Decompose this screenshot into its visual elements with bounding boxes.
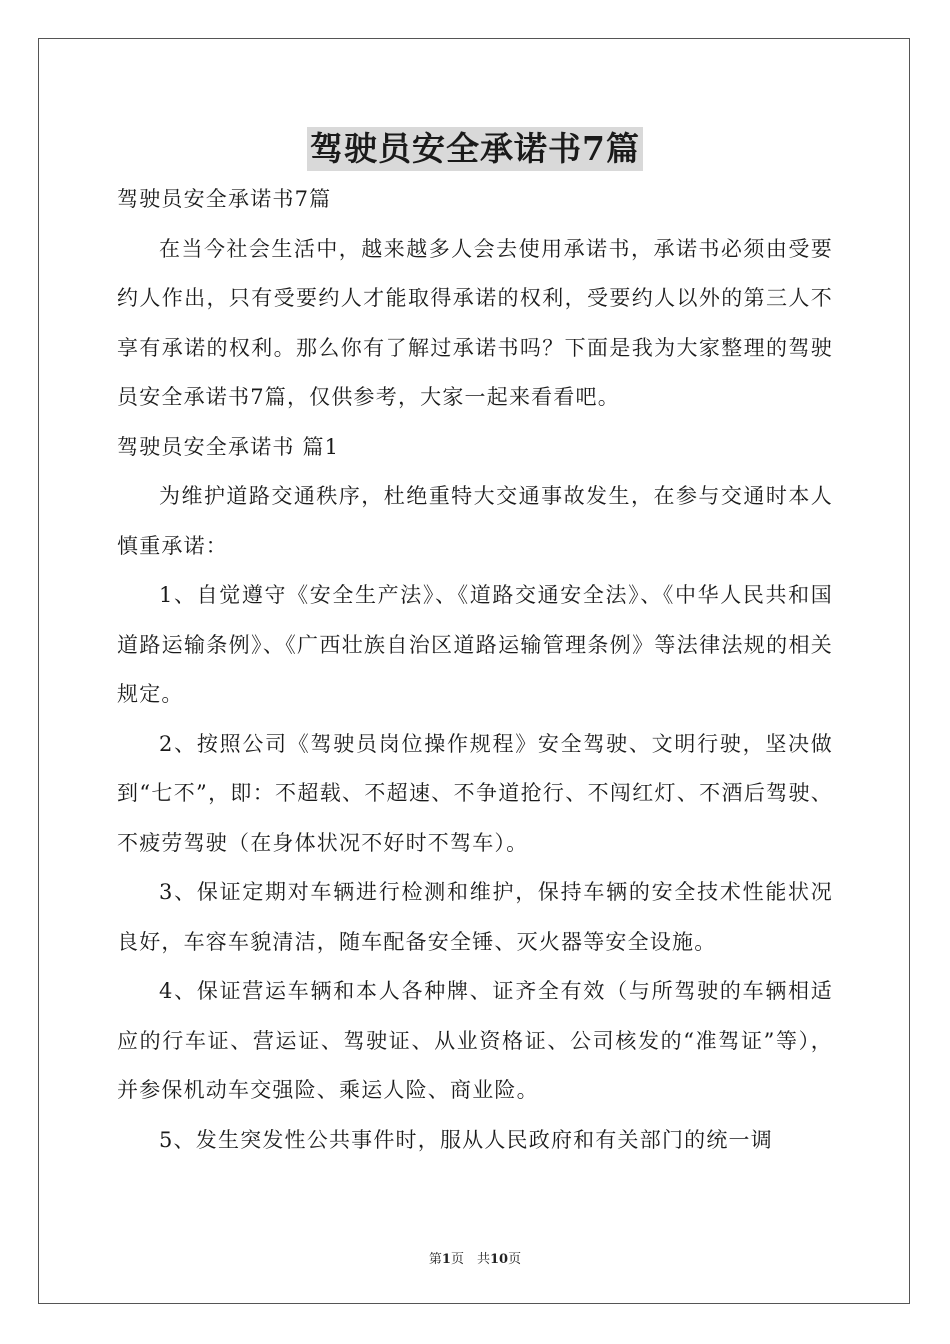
footer-suffix: 页 xyxy=(508,1252,522,1267)
paragraph-item-3: 3、保证定期对车辆进行检测和维护，保持车辆的安全技术性能状况良好，车容车貌清洁，随车配备安全锤、灭火器等安全设施。 xyxy=(117,880,833,954)
footer-mid: 页 共 xyxy=(450,1252,490,1267)
paragraph-item-2: 2、按照公司《驾驶员岗位操作规程》安全驾驶、文明行驶，坚决做到“七不”，即：不超载、不超速、不争道抢行、不闯红灯、不酒后驾驶、不疲劳驾驶（在身体状况不好时不驾车）。 xyxy=(117,731,833,855)
paragraph-item-5: 5、发生突发性公共事件时，服从人民政府和有关部门的统一调 xyxy=(159,1127,773,1152)
section-heading: 驾驶员安全承诺书 篇1 xyxy=(117,434,340,459)
paragraph-preamble: 为维护道路交通秩序，杜绝重特大交通事故发生，在参与交通时本人慎重承诺： xyxy=(117,484,833,558)
footer-page-number: 1 xyxy=(441,1252,451,1267)
paragraph-intro: 在当今社会生活中，越来越多人会去使用承诺书，承诺书必须由受要约人作出，只有受要约人才能取得承诺的权利，受要约人以外的第三人不享有承诺的权利。那么你有了解过承诺书吗？下面是我为大家整理的驾驶员安全承诺书7篇，仅供参考，大家一起来看看吧。 xyxy=(117,236,833,409)
footer-total-pages: 10 xyxy=(489,1252,509,1267)
paragraph-item-1: 1、自觉遵守《安全生产法》、《道路交通安全法》、《中华人民共和国道路运输条例》、《广西壮族自治区道路运输管理条例》等法律法规的相关规定。 xyxy=(117,583,833,706)
paragraph-heading: 驾驶员安全承诺书7篇 xyxy=(117,187,332,211)
footer-prefix: 第 xyxy=(428,1252,442,1267)
document-title: 驾驶员安全承诺书7篇 xyxy=(307,127,643,171)
document-body xyxy=(117,175,833,1165)
page-footer xyxy=(0,1248,950,1267)
paragraph-item-4: 4、保证营运车辆和本人各种牌、证齐全有效（与所驾驶的车辆相适应的行车证、营运证、驾驶证、从业资格证、公司核发的“准驾证”等），并参保机动车交强险、乘运人险、商业险。 xyxy=(117,979,833,1102)
title-container xyxy=(0,127,950,171)
